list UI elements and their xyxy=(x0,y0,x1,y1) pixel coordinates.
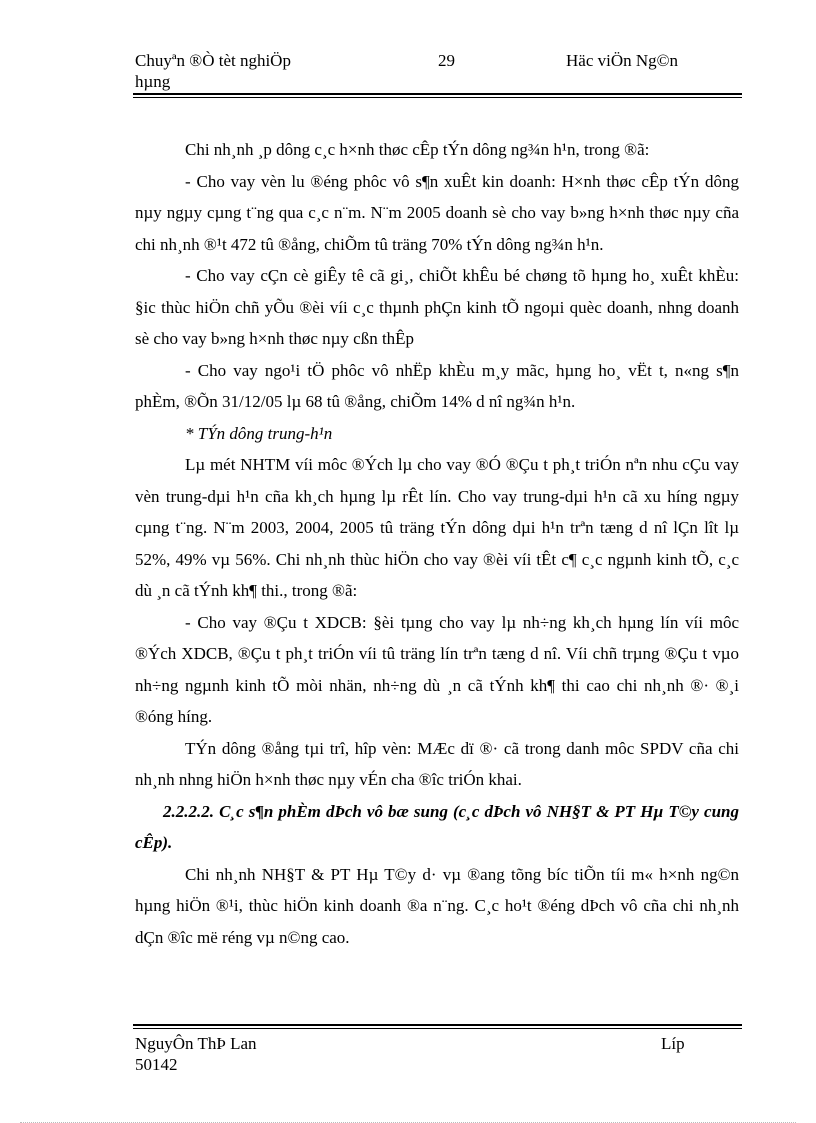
section-heading: 2.2.2.2. C¸c s¶n phÈm dÞch vô bæ sung (c¸c dÞch vô NH§T & PT Hµ T©y cung cÊp). xyxy=(135,801,739,852)
paragraph: - Cho vay cÇn cè giÊy tê cã gi¸, chiÕt khÊu bé chøng tõ hµng ho¸ xuÊt khÈu: §ic thùc hiÖn chñ yÕu ®èi víi c¸c thµnh phÇn kinh tÕ ngoµi quèc doanh, nhng doanh sè cho vay b»ng h×nh thøc nµy cßn thÊp xyxy=(135,266,739,348)
paragraph: TÝn dông ®ång tµi trî, hîp vèn: MÆc dï ®· cã trong danh môc SPDV cña chi nh¸nh nhng hiÖn h×nh thøc nµy vÉn cha ®îc triÓn khai. xyxy=(135,738,739,789)
footer-author xyxy=(135,1033,257,1075)
footer-rule-top xyxy=(133,1024,742,1026)
body-text xyxy=(135,134,739,953)
paragraph: - Cho vay ®Çu t XDCB: §èi tµng cho vay lµ nh÷ng kh¸ch hµng lín víi môc ®Ých XDCB, ®Çu t ph¸t triÓn víi tû träng lín trªn tæng d nî. Víi chñ trµng ®Çu t vµo nh÷ng ngµnh kinh tÕ mòi nhän, nh÷ng dù ¸n cã tÝnh kh¶ thi cao chi nh¸nh ®· ®¸i ®óng híng. xyxy=(135,612,739,726)
subsection-heading: * TÝn dông trung-h¹n xyxy=(185,423,333,443)
footer-class: Líp xyxy=(661,1034,685,1053)
paragraph: Chi nh¸nh ¸p dông c¸c h×nh thøc cÊp tÝn dông ng¾n h¹n, trong ®ã: xyxy=(185,140,650,159)
header-rule-top xyxy=(133,93,742,95)
paragraph: - Cho vay vèn lu ®éng phôc vô s¶n xuÊt kin doanh: H×nh thøc cÊp tÝn dông nµy ngµy cµng t¨ng qua c¸c n¨m. N¨m 2005 doanh sè cho vay b»ng h×nh thøc nµy cña chi nh¸nh ®¹t 472 tû ®ång, chiÕm tû träng 70% tÝn dông ng¾n h¹n. xyxy=(135,171,739,254)
paragraph: Chi nh¸nh NH§T & PT Hµ T©y d· vµ ®ang tõng bíc tiÕn tíi m« h×nh ng©n hµng hiÖn ®¹i, thùc hiÖn kinh doanh ®a n¨ng. C¸c ho¹t ®éng dÞch vô cña chi nh¸nh dÇn ®îc më réng vµ n©ng cao. xyxy=(135,864,739,947)
page-number: 29 xyxy=(438,51,455,70)
footer-author-id: 50142 xyxy=(135,1055,178,1074)
paragraph: Lµ mét NHTM víi môc ®Ých lµ cho vay ®Ó ®Çu t ph¸t triÓn nªn nhu cÇu vay vèn trung-dµi h¹n cña kh¸ch hµng lµ rÊt lín. Cho vay trung-dµi h¹n cã xu híng ngµy cµng t¨ng. N¨m 2003, 2004, 2005 tû träng tÝn dông dµi h¹n trªn tæng d nî lÇn lît lµ 52%, 49% vµ 56%. Chi nh¸nh thùc hiÖn cho vay ®èi víi tÊt c¶ c¸c ngµnh kinh tÕ, c¸c dù ¸n cã tÝnh kh¶ thi., trong ®ã: xyxy=(135,455,739,600)
footer-author-name: NguyÔn ThÞ Lan xyxy=(135,1034,257,1053)
header-title-line1: Chuyªn ®Ò tèt nghiÖp xyxy=(135,51,291,70)
header-title-line2: hµng xyxy=(135,72,171,91)
paragraph: - Cho vay ngo¹i tÖ phôc vô nhËp khÈu m¸y mãc, hµng ho¸ vËt t, n«ng s¶n phÈm, ®Õn 31/12/05 lµ 68 tû ®ång, chiÕm 14% d nî ng¾n h¹n. xyxy=(135,360,739,411)
header-title xyxy=(135,50,335,92)
header-institution: Häc viÖn Ng©n xyxy=(566,51,679,70)
footer-rule-bottom xyxy=(133,1028,742,1029)
header-rule-bottom xyxy=(133,97,742,98)
